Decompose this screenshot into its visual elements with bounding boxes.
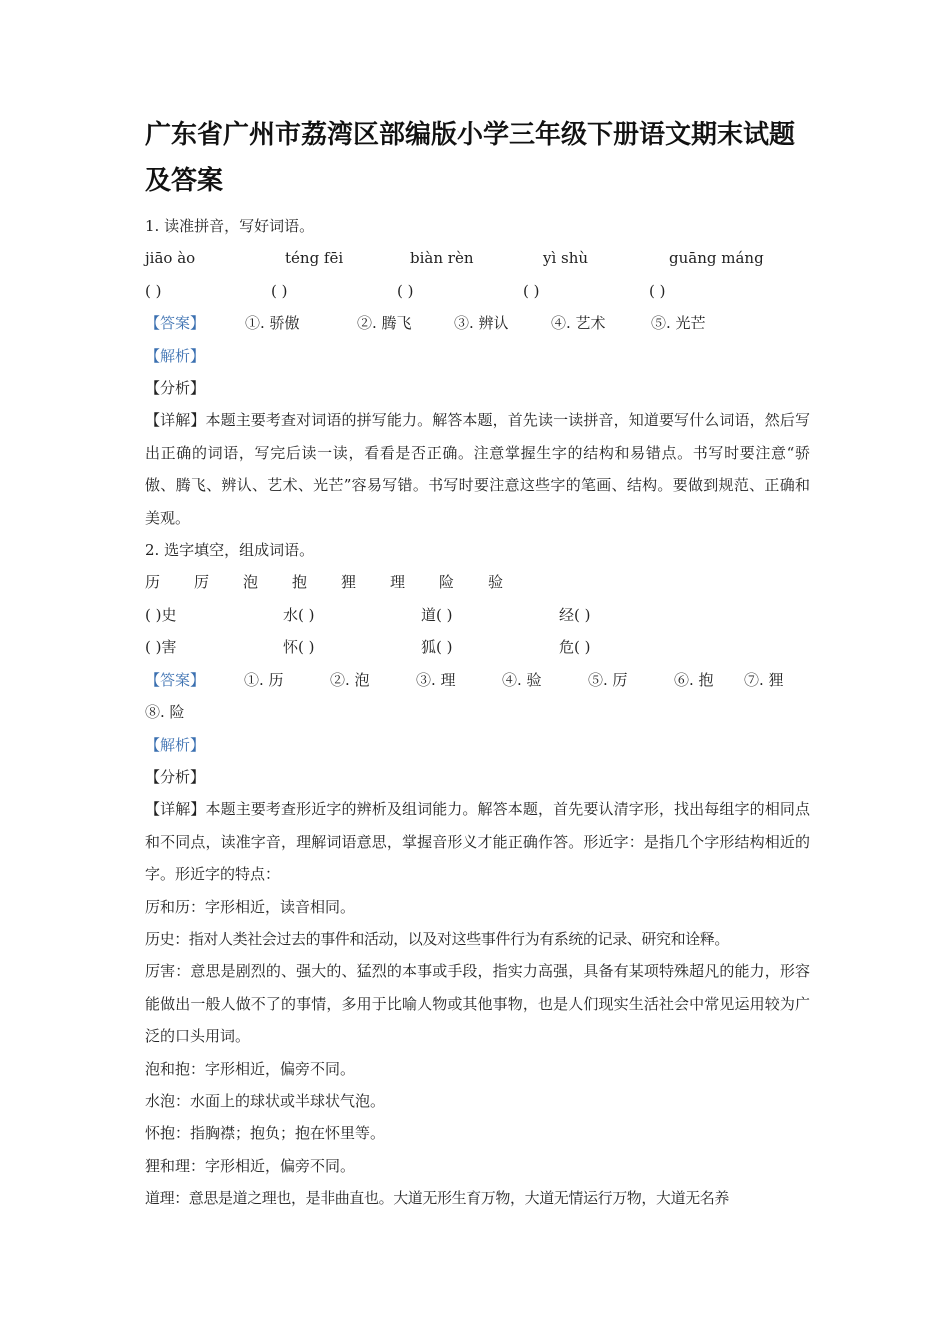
word-blank: 怀( ) [283,638,315,657]
q2-line: 历史：指对人类社会过去的事件和活动，以及对这些事件行为有系统的记录、研究和诠释。 [145,929,730,948]
fenxi-tag: 【分析】 [145,379,206,398]
pinyin-2: téng fēi [285,249,344,268]
char-option: 厉 [194,573,210,592]
blank-5: ( ) [649,281,666,300]
q2-line: 狸和理：字形相近，偏旁不同。 [145,1156,356,1175]
answer-item: ⑥. 抱 [674,670,714,689]
blank-3: ( ) [397,281,414,300]
answer-item: ⑦. 狸 [744,670,784,689]
answer-item: ②. 腾飞 [357,314,412,333]
document-content [145,112,810,1215]
q2-stem: 2. 选字填空，组成词语。 [145,541,315,560]
q1-pinyin-row [145,242,810,274]
q2-line: 道理：意思是道之理也，是非曲直也。大道无形生育万物，大道无情运行万物，大道无名养 [145,1189,730,1208]
q2-blank-row-2 [145,631,810,663]
answer-item: ④. 验 [502,670,542,689]
q2-line: 怀抱：指胸襟；抱负；抱在怀里等。 [145,1124,386,1143]
q2-line: 厉和历：字形相近，读音相同。 [145,897,356,916]
title-line-2: 及答案 [145,166,224,196]
answer-item: ③. 理 [416,670,456,689]
word-blank: 水( ) [283,605,315,624]
word-blank: 道( ) [421,605,453,624]
word-blank: ( )史 [145,605,177,624]
q1-blank-row [145,275,810,307]
q2-line: 泡和抱：字形相近，偏旁不同。 [145,1059,356,1078]
analysis-tag: 【解析】 [145,346,206,365]
q2-line: 厉害：意思是剧烈的、强大的、猛烈的本事或手段，指实力高强，具备有某项特殊超凡的能力，形容能做出一般人做不了的事情，多用于比喻人物或其他事物，也是人们现实生活社会中常见运用较为广泛的口头用词。 [145,962,810,1046]
pinyin-5: guāng máng [669,249,764,268]
pinyin-3: biàn rèn [410,249,474,268]
word-blank: ( )害 [145,638,177,657]
answer-item: ②. 泡 [330,670,370,689]
blank-2: ( ) [271,281,288,300]
pinyin-4: yì shù [543,249,589,268]
answer-item: ①. 历 [244,670,284,689]
char-option: 抱 [292,573,308,592]
q2-answer-row [145,664,810,696]
q2-blank-row-1 [145,599,810,631]
answer-tag: 【答案】 [145,314,206,333]
document-title [145,112,810,204]
answer-item: ⑤. 厉 [588,670,628,689]
char-option: 险 [439,573,455,592]
answer-item: ①. 骄傲 [245,314,300,333]
word-blank: 狐( ) [421,638,453,657]
q2-char-row [145,566,810,598]
char-option: 狸 [341,573,357,592]
q1-detail: 【详解】本题主要考查对词语的拼写能力。解答本题，首先读一读拼音，知道要写什么词语，然后写出正确的词语，写完后读一读，看看是否正确。注意掌握生字的结构和易错点。书写时要注意“骄傲、腾飞、辨认、艺术、光芒”容易写错。书写时要注意这些字的笔画、结构。要做到规范、正确和美观。 [145,411,810,527]
q1-stem: 1. 读准拼音，写好词语。 [145,217,315,235]
char-option: 验 [488,573,504,592]
answer-tag: 【答案】 [145,670,206,689]
pinyin-1: jiāo ào [145,249,196,268]
word-blank: 危( ) [559,638,591,657]
blank-1: ( ) [145,281,162,300]
title-line-1: 广东省广州市荔湾区部编版小学三年级下册语文期末试题 [145,120,796,150]
char-option: 历 [145,573,161,592]
answer-item: ③. 辨认 [454,314,509,333]
word-blank: 经( ) [559,605,591,624]
blank-4: ( ) [523,281,540,300]
q2-answer-last: ⑧. 险 [145,703,185,722]
q1-answer-row [145,307,810,339]
char-option: 泡 [243,573,259,592]
answer-item: ⑤. 光芒 [651,314,706,333]
q2-line: 水泡：水面上的球状或半球状气泡。 [145,1091,386,1110]
fenxi-tag: 【分析】 [145,767,206,786]
analysis-tag: 【解析】 [145,735,206,754]
char-option: 理 [390,573,406,592]
answer-item: ④. 艺术 [551,314,606,333]
q2-detail: 【详解】本题主要考查形近字的辨析及组词能力。解答本题，首先要认清字形，找出每组字的相同点和不同点，读准字音，理解词语意思，掌握音形义才能正确作答。形近字：是指几个字形结构相近的字。形近字的特点： [145,800,810,884]
